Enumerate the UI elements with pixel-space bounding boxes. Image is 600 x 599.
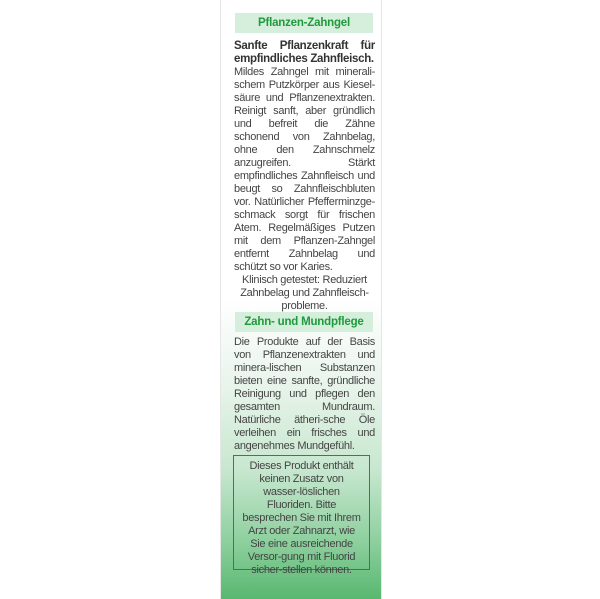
fluoride-notice-box: Dieses Produkt enthält keinen Zusatz von wasser-löslichen Fluoriden. Bitte besprechen Sie mit Ihrem Arzt oder Zahnarzt, wie Sie eine ausreichende Versor-gung mit Fluorid sicher-stellen können. bbox=[233, 455, 370, 570]
section-header-zahngel: Pflanzen-Zahngel bbox=[235, 13, 373, 33]
zahngel-lead: Sanfte Pflanzenkraft für empfindliches Zahnfleisch. bbox=[234, 40, 375, 65]
zahngel-description bbox=[234, 40, 375, 313]
zahngel-body: Mildes Zahngel mit minerali-schem Putzkörper aus Kiesel-säure und Pflanzenextrakten. Reinigt sanft, aber gründlich und befreit die Zähne schonend von Zahnbelag, ohne den Zahnschmelz anzugreifen. Stärkt empfindliches Zahnfleisch und beugt so Zahnfleischbluten vor. Natürlicher Pfefferminzge-schmack sorgt für frischen Atem. Regelmäßiges Putzen mit dem Pflanzen-Zahngel entfernt Zahnbelag und schützt so vor Karies. bbox=[234, 66, 375, 273]
mundpflege-body: Die Produkte auf der Basis von Pflanzenextrakten und minera-lischen Substanzen bieten eine sanfte, gründliche Reinigung und pflegen den gesamten Mundraum. Natürliche ätheri-sche Öle verleihen ein frisches und angenehmes Mundgefühl. bbox=[234, 336, 375, 452]
clinical-test-text: Klinisch getestet: Reduziert Zahnbelag und Zahnfleisch-probleme. bbox=[240, 274, 369, 312]
section-header-mundpflege: Zahn- und Mundpflege bbox=[235, 312, 373, 332]
